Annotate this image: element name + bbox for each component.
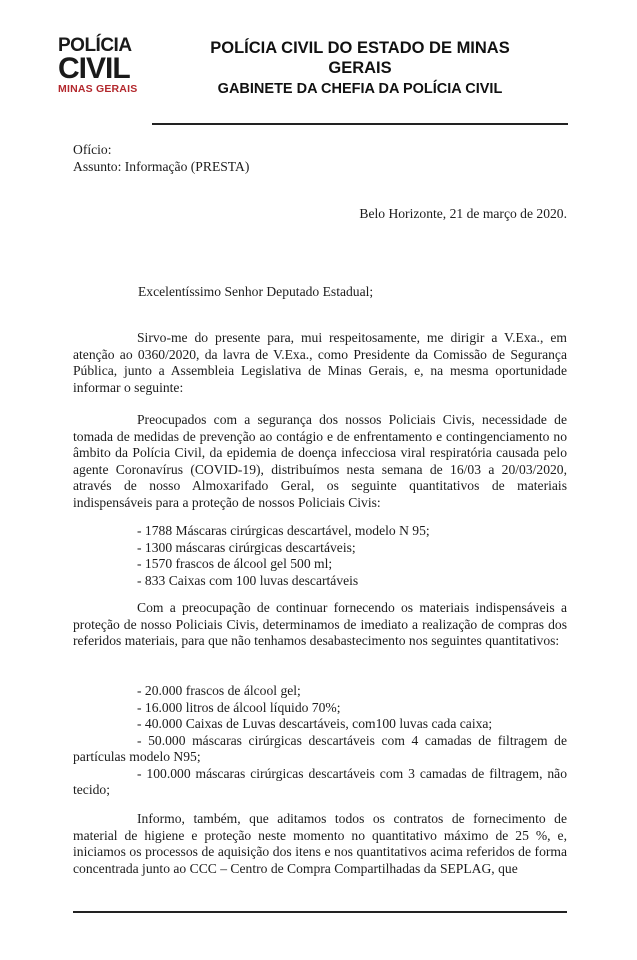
list-item: - 1570 frascos de álcool gel 500 ml; — [137, 556, 333, 571]
paragraph-4: Informo, também, que aditamos todos os contratos de fornecimento de material de higiene e proteção neste momento no quantitativo máximo de 25 %, e, iniciamos os processos de aquisição dos itens e nos quantitativos acima referidos de forma concentrada junto ao CCC – Centro de Compra Compartilhadas da SEPLAG, que — [73, 811, 567, 876]
letterhead-title-line1: POLÍCIA CIVIL DO ESTADO DE MINAS — [210, 39, 510, 57]
letter-meta — [73, 142, 567, 175]
policia-civil-logo — [58, 36, 148, 96]
assunto-line: Assunto: Informação (PRESTA) — [73, 158, 250, 174]
distributed-materials-list — [73, 523, 567, 589]
paragraph-1: Sirvo-me do presente para, mui respeitosamente, me dirigir a V.Exa., em atenção ao 0360/2020, da lavra de V.Exa., como Presidente da Comissão de Segurança Pública, junto a Assembleia Legislativa de Minas Gerais, e, na mesma oportunidade informar o seguinte: — [73, 330, 567, 395]
list-item: - 50.000 máscaras cirúrgicas descartáveis com 4 camadas de filtragem de partículas modelo N95; — [73, 732, 567, 764]
list-item: - 20.000 frascos de álcool gel; — [137, 683, 301, 698]
letter-date: Belo Horizonte, 21 de março de 2020. — [359, 206, 567, 221]
letterhead-title-line2: GERAIS — [328, 59, 392, 77]
oficio-label: Ofício: — [73, 142, 112, 157]
letterhead-subtitle: GABINETE DA CHEFIA DA POLÍCIA CIVIL — [217, 81, 503, 97]
list-item: - 100.000 máscaras cirúrgicas descartáveis com 3 camadas de filtragem, não tecido; — [73, 765, 567, 797]
salutation: Excelentíssimo Senhor Deputado Estadual; — [138, 284, 374, 299]
list-item: - 1300 máscaras cirúrgicas descartáveis; — [137, 539, 356, 555]
logo-line-policia: POLÍCIA — [58, 35, 132, 56]
footer-divider — [73, 911, 567, 913]
list-item: - 833 Caixas com 100 luvas descartáveis — [137, 572, 359, 588]
letterhead-title — [170, 38, 550, 78]
list-item: - 40.000 Caixas de Luvas descartáveis, com100 luvas cada caixa; — [137, 716, 493, 731]
paragraph-2: Preocupados com a segurança dos nossos Policiais Civis, necessidade de tomada de medidas de prevenção ao contágio e de enfrentamento e contingenciamento no âmbito da Polícia Civil, da epidemia de doença infecciosa viral respiratória causada pelo agente Coronavírus (COVID-19), distribuímos nesta semana de 16/03 a 20/03/2020, através de nosso Almoxarifado Geral, os seguinte quantitativos de materiais indispensáveis para a proteção de nossos Policiais Civis: — [73, 412, 567, 510]
list-item: - 1788 Máscaras cirúrgicas descartável, modelo N 95; — [137, 523, 430, 538]
logo-line-civil: CIVIL — [58, 52, 130, 85]
paragraph-3: Com a preocupação de continuar fornecendo os materiais indispensáveis a proteção de nosso Policiais Civis, determinamos de imediato a realização de compras dos referidos materiais, para que não tenhamos desabastecimento nos seguintes quantitativos: — [73, 600, 567, 648]
logo-line-minas-gerais: MINAS GERAIS — [58, 83, 138, 95]
header-divider — [152, 123, 568, 125]
purchase-materials-list — [73, 683, 567, 799]
list-item: - 16.000 litros de álcool líquido 70%; — [137, 699, 341, 715]
